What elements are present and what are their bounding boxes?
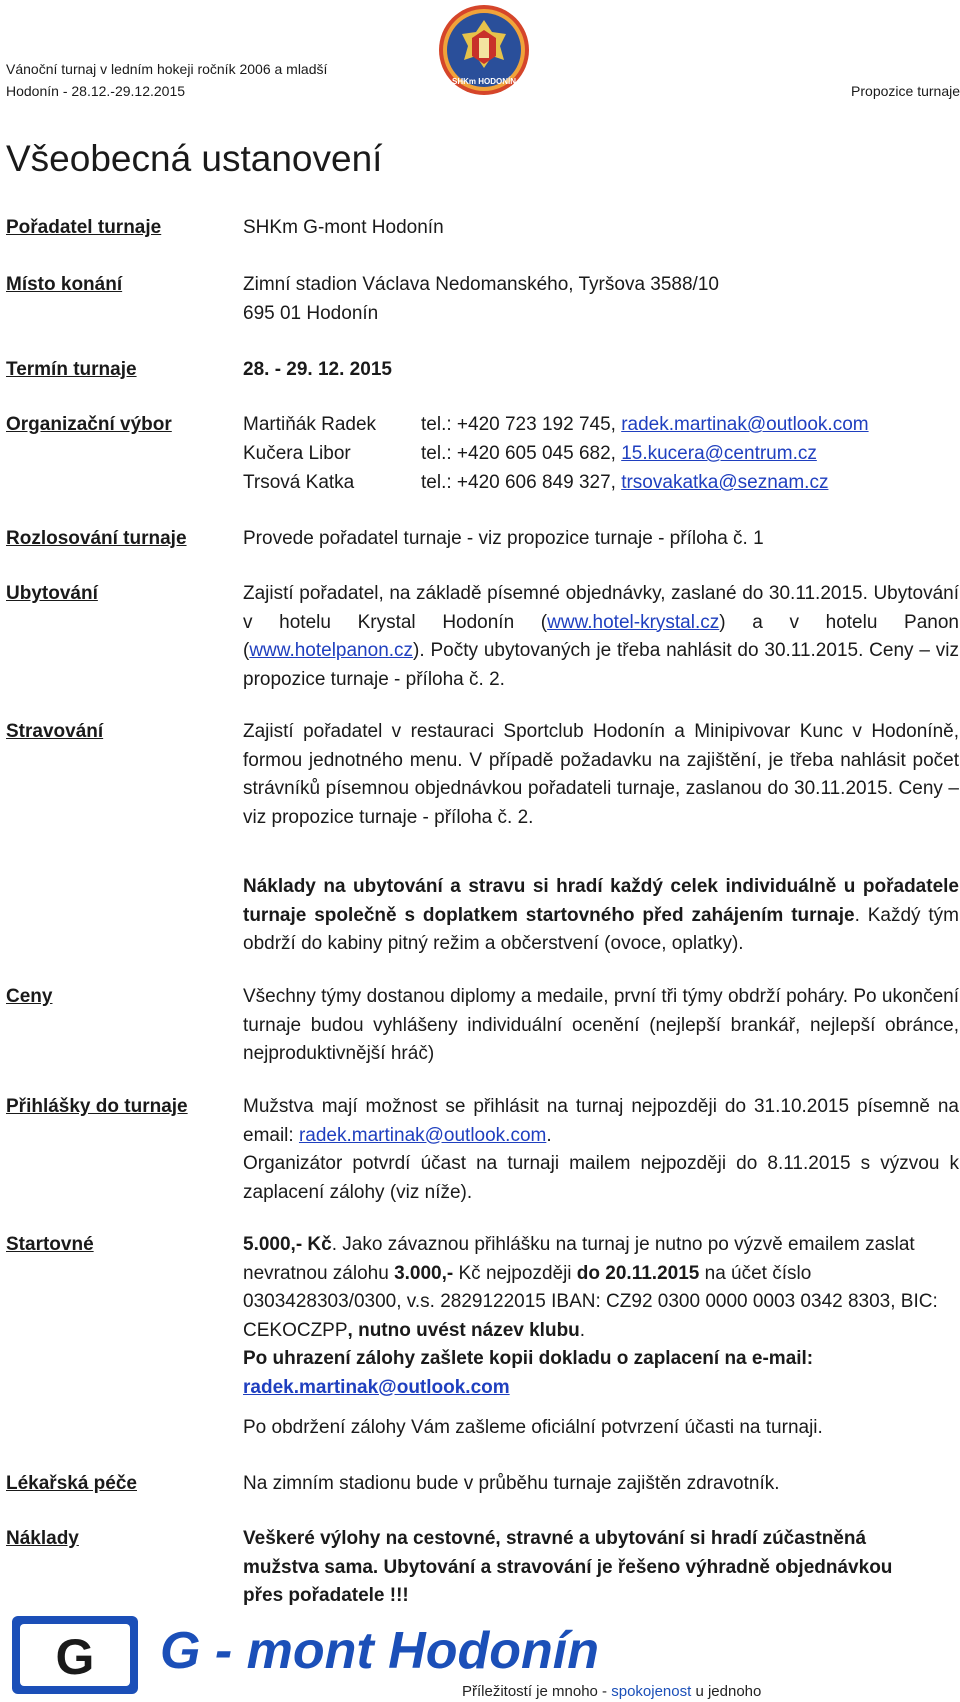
startovne-email-row (243, 1374, 959, 1403)
sponsor-slogan (462, 1683, 761, 1700)
startovne-amount: 5.000,- Kč (243, 1234, 332, 1255)
vybor-member-contact (421, 411, 869, 440)
sponsor-slogan-part: Příležitostí je mnoho - (462, 1683, 612, 1700)
prihlasky-paragraph (243, 1093, 959, 1150)
startovne-account: na účet číslo 0303428303/0300, v.s. 2829122015 IBAN: CZ92 0300 0000 0003 0342 8303, BIC: CEKOCZPP (243, 1262, 938, 1341)
value-prihlasky (243, 1093, 959, 1207)
startovne-text: Kč nejpozději (453, 1262, 577, 1284)
startovne-club-note: , nutno uvést název klubu (347, 1319, 580, 1341)
label-ubytovani: Ubytování (6, 583, 98, 604)
label-naklady: Náklady (6, 1528, 79, 1549)
startovne-deposit: 3.000,- (394, 1262, 454, 1284)
startovne-paragraph (243, 1231, 959, 1345)
value-stravovani-naklady (243, 873, 959, 959)
vybor-member-email-link[interactable]: trsovakatka@seznam.cz (621, 472, 829, 493)
label-poradatel: Pořadatel turnaje (6, 217, 162, 238)
label-misto: Místo konání (6, 274, 123, 295)
vybor-member-contact (421, 469, 828, 498)
hotel-panon-link[interactable]: www.hotelpanon.cz (249, 640, 414, 661)
value-startovne (243, 1231, 959, 1402)
vybor-member-name: Martiňák Radek (243, 414, 377, 435)
prihlasky-confirmation: Organizátor potvrdí účast na turnaji mailem nejpozději do 8.11.2015 s výzvou k zaplacení zálohy (viz níže). (243, 1153, 959, 1203)
label-rozlosovani: Rozlosování turnaje (6, 528, 187, 549)
sponsor-slogan-part: u jednoho (691, 1683, 762, 1700)
vybor-member-email-link[interactable]: 15.kucera@centrum.cz (621, 443, 817, 464)
misto-city: 695 01 Hodonín (243, 302, 379, 324)
header-dates: Hodonín - 28.12.-29.12.2015 (6, 83, 186, 99)
prihlasky-email-link[interactable]: radek.martinak@outlook.com (298, 1124, 547, 1146)
value-misto (243, 271, 959, 328)
startovne-deadline: do 20.11.2015 (576, 1262, 700, 1284)
label-termin: Termín turnaje (6, 359, 137, 380)
sponsor-logo-letter: G (55, 1629, 95, 1685)
stravovani-naklady-text: . Každý tým obdrží do kabiny pitný režim a občerstvení (ovoce, oplatky). (243, 904, 960, 954)
startovne-text: . (579, 1319, 586, 1341)
vybor-member-tel: tel.: +420 723 192 745, (421, 414, 622, 435)
vybor-member-contact (421, 440, 817, 469)
ubytovani-text: ). Počty ubytovaných je třeba nahlásit do 30.11.2015. Ceny – viz propozice turnaje - příloha č. 2. (243, 640, 959, 690)
header-left (6, 58, 327, 102)
startovne-confirmation: Po obdržení zálohy Vám zašleme oficiální potvrzení účasti na turnaji. (243, 1417, 823, 1438)
value-termin: 28. - 29. 12. 2015 (243, 359, 392, 380)
vybor-member-email-link[interactable]: radek.martinak@outlook.com (621, 414, 869, 435)
vybor-member-tel: tel.: +420 605 045 682, (421, 443, 622, 464)
stravovani-naklady-bold: Náklady na ubytování a stravu si hradí každý celek individuálně u pořadatele turnaje společně s doplatkem startovného před zahájením turnaje (243, 876, 959, 926)
label-vybor: Organizační výbor (6, 414, 172, 435)
startovne-text: . Jako závaznou přihlášku na turnaj je nutno po výzvě emailem zaslat nevratnou zálohu (243, 1234, 915, 1284)
label-ceny: Ceny (6, 986, 53, 1007)
prihlasky-text: . (546, 1124, 552, 1146)
value-poradatel: SHKm G-mont Hodonín (243, 217, 444, 238)
label-startovne: Startovné (6, 1234, 94, 1255)
header-tournament-name: Vánoční turnaj v ledním hokeji ročník 2006 a mladší (6, 61, 328, 77)
value-ceny: Všechny týmy dostanou diplomy a medaile, první tři týmy obdrží poháry. Po ukončení turnaje budou vyhlášeny individuální ocenění (nejlepší brankář, nejlepší obránce, nejproduktivnější hráč) (243, 986, 959, 1064)
label-prihlasky: Přihlášky do turnaje (6, 1096, 188, 1117)
value-rozlosovani: Provede pořadatel turnaje - viz propozice turnaje - příloha č. 1 (243, 528, 764, 549)
label-stravovani: Stravování (6, 721, 104, 742)
prihlasky-text: Mužstva mají možnost se přihlásit na turnaj nejpozději do 31.10.2015 písemně na email: (243, 1096, 959, 1146)
vybor-member-name: Trsová Katka (243, 472, 355, 493)
page-title: Všeobecná ustanovení (6, 138, 383, 179)
header-propozice: Propozice turnaje (851, 83, 960, 99)
value-stravovani: Zajistí pořadatel v restauraci Sportclub Hodonín a Minipivovar Kunc v Hodoníně, formou jednotného menu. V případě požadavku na zajištění, je třeba nahlásit počet strávníků písemnou objednávkou pořadateli turnaje, zaslanou do 30.11.2015. Ceny – viz propozice turnaje - příloha č. 2. (243, 721, 959, 828)
vybor-member-tel: tel.: +420 606 849 327, (421, 472, 622, 493)
value-lekarska: Na zimním stadionu bude v průběhu turnaje zajištěn zdravotník. (243, 1473, 780, 1494)
club-logo (438, 4, 530, 96)
sponsor-slogan-highlight: spokojenost (611, 1683, 692, 1700)
misto-address: Zimní stadion Václava Nedomanského, Tyršova 3588/10 (243, 274, 719, 295)
ubytovani-text: Zajistí pořadatel, na základě písemné objednávky, zaslané do 30.11.2015. Ubytování v hotelu Krystal Hodonín ( (243, 583, 959, 633)
sponsor-brand-name: G - mont Hodonín (160, 1622, 600, 1680)
sponsor-banner (10, 1612, 950, 1700)
startovne-payment-instruction: Po uhrazení zálohy zašlete kopii dokladu o zaplacení na e-mail: (243, 1348, 814, 1369)
ubytovani-text: ) a v hotelu Panon ( (243, 611, 959, 661)
value-naklady: Veškeré výlohy na cestovné, stravné a ubytování si hradí zúčastněná mužstva sama. Ubytování a stravování je řešeno výhradně objednávkou přes pořadatele !!! (243, 1528, 893, 1606)
vybor-member-name: Kučera Libor (243, 443, 351, 464)
startovne-email-link[interactable]: radek.martinak@outlook.com (243, 1376, 510, 1398)
logo-text: SHKm HODONÍN (451, 77, 517, 86)
value-ubytovani (243, 580, 959, 694)
hotel-krystal-link[interactable]: www.hotel-krystal.cz (547, 611, 720, 633)
label-lekarska: Lékařská péče (6, 1473, 137, 1494)
